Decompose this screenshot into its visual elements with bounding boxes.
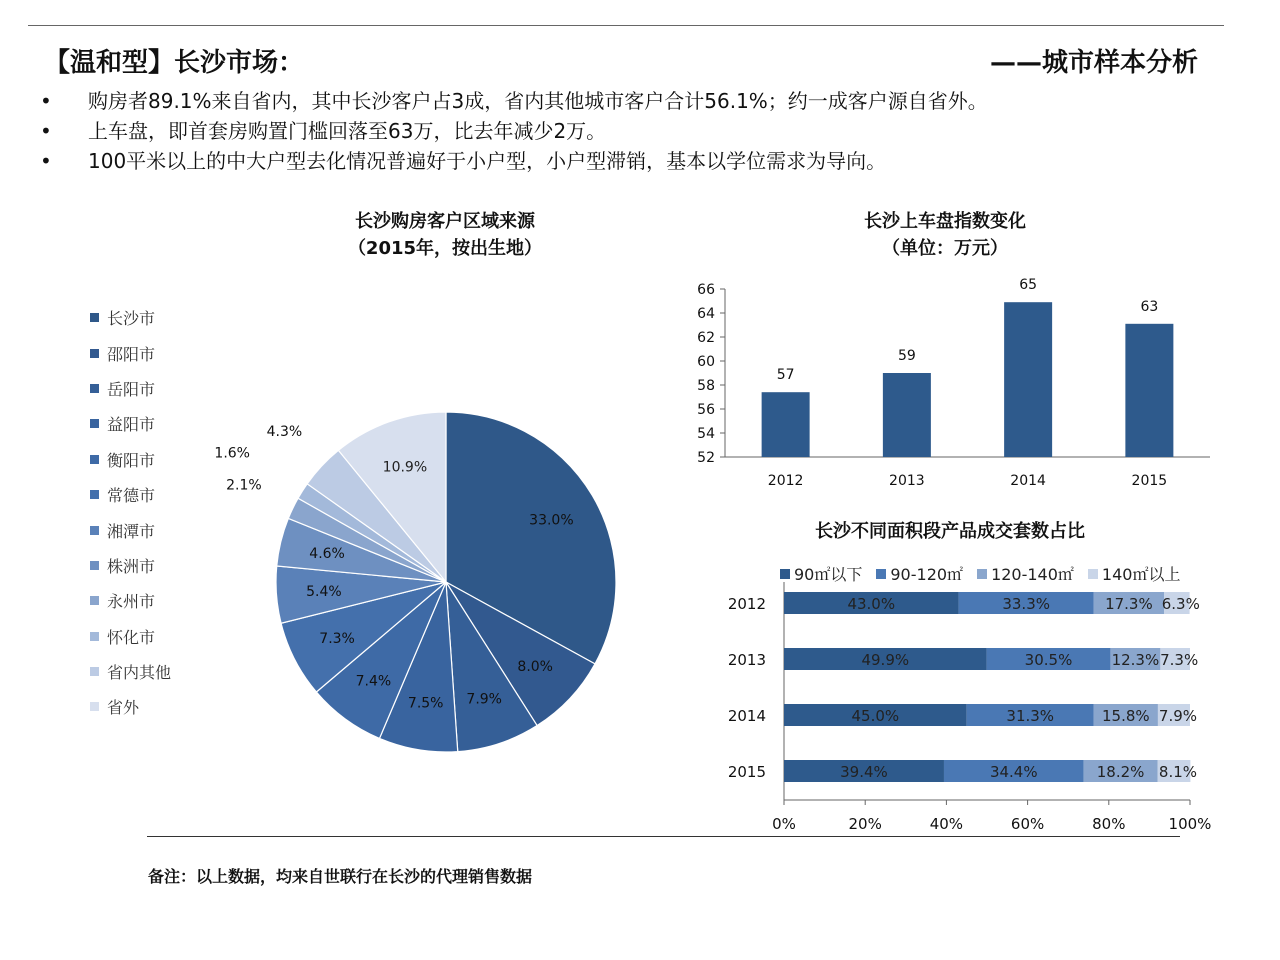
legend-swatch: [780, 569, 790, 579]
pie-slice-label: 1.6%: [214, 445, 250, 462]
legend-label: 衡阳市: [107, 450, 156, 470]
pie-slice-label: 4.3%: [266, 424, 303, 441]
legend-swatch: [90, 419, 99, 428]
pie-title: 长沙购房客户区域来源: [355, 211, 535, 232]
bullet-item: • 购房者89.1%来自省内，其中长沙客户占3成，省内其他城市客户合计56.1%；约一成客户源自省外。: [40, 86, 988, 116]
pie-slice-label: 7.4%: [355, 673, 392, 690]
legend-swatch: [90, 349, 99, 358]
pie-legend-item: [90, 300, 171, 335]
pie-slice-label: 7.5%: [407, 695, 444, 712]
pie-slice-label: 2.1%: [226, 477, 262, 494]
footnote: 备注：以上数据，均来自世联行在长沙的代理销售数据: [148, 867, 533, 886]
y-tick-label: 2015: [727, 763, 766, 781]
top-rule: [28, 25, 1224, 26]
legend-label: 邵阳市: [107, 344, 156, 364]
pie-legend-item: [90, 689, 171, 724]
x-tick-label: 100%: [1168, 815, 1212, 833]
legend-swatch: [90, 561, 99, 570]
y-tick-label: 62: [697, 330, 715, 346]
stacked-title: 长沙不同面积段产品成交套数占比: [815, 521, 1085, 542]
y-tick-label: 58: [697, 378, 715, 394]
y-tick-label: 64: [697, 306, 715, 322]
column-bar: [883, 373, 931, 457]
legend-swatch: [90, 702, 99, 711]
legend-swatch: [876, 569, 886, 579]
stacked-bar-label: 30.5%: [1024, 651, 1073, 669]
column-bar: [1125, 324, 1173, 457]
stacked-bar-label: 15.8%: [1102, 707, 1150, 725]
pie-legend-item: [90, 583, 171, 618]
stacked-bar-label: 8.1%: [1158, 763, 1198, 781]
pie-legend-item: [90, 477, 171, 512]
legend-swatch: [1088, 569, 1098, 579]
stacked-bar-label: 12.3%: [1111, 651, 1160, 669]
column-value-label: 59: [897, 348, 916, 364]
stacked-bar-label: 43.0%: [847, 595, 896, 613]
stacked-bar-label: 6.3%: [1161, 595, 1200, 613]
column-subtitle: （单位：万元）: [882, 238, 1008, 259]
stacked-bar-label: 49.9%: [861, 651, 910, 669]
pie-slice-label: 33.0%: [529, 512, 574, 529]
stacked-bar-label: 31.3%: [1006, 707, 1055, 725]
legend-label: 岳阳市: [107, 379, 156, 399]
pie-slice-label: 8.0%: [517, 658, 553, 675]
stacked-bar-label: 18.2%: [1096, 763, 1145, 781]
legend-swatch: [90, 526, 99, 535]
stacked-bar-label: 7.9%: [1158, 707, 1198, 725]
pie-legend-item: [90, 335, 171, 370]
stacked-bar-label: 17.3%: [1105, 595, 1153, 613]
legend-swatch: [90, 667, 99, 676]
bullet-item: • 上车盘，即首套房购置门槛回落至63万，比去年减少2万。: [40, 116, 988, 146]
pie-chart: [200, 380, 640, 780]
column-chart: [680, 270, 1240, 500]
legend-label: 120-140㎡: [991, 565, 1074, 584]
legend-label: 90-120㎡: [890, 565, 964, 584]
page-subtitle: ——城市样本分析: [989, 48, 1198, 78]
column-value-label: 63: [1140, 298, 1159, 315]
y-tick-label: 56: [697, 402, 715, 418]
x-tick-label: 2013: [889, 473, 925, 489]
x-tick-label: 2014: [1010, 473, 1046, 489]
pie-slice-label: 10.9%: [382, 459, 428, 476]
pie-slice-label: 7.9%: [466, 691, 502, 708]
pie-legend-item: [90, 654, 171, 689]
column-chart-title: [780, 208, 1110, 262]
pie-slice-label: 4.6%: [309, 546, 345, 563]
column-bar: [1004, 302, 1052, 457]
legend-label: 湘潭市: [107, 521, 156, 541]
pie-legend-item: [90, 371, 171, 406]
stacked-chart-title: [740, 518, 1160, 545]
y-tick-label: 2012: [727, 595, 766, 613]
column-value-label: 57: [776, 367, 795, 384]
y-tick-label: 52: [697, 450, 715, 466]
pie-legend-item: [90, 442, 171, 477]
pie-slice-label: 5.4%: [306, 584, 342, 601]
y-tick-label: 2014: [727, 707, 766, 725]
legend-swatch: [90, 490, 99, 499]
bullet-list: [40, 86, 988, 176]
y-tick-label: 2013: [727, 651, 766, 669]
legend-label: 90㎡以下: [794, 565, 863, 584]
y-tick-label: 60: [697, 354, 715, 370]
legend-label: 益阳市: [107, 415, 156, 435]
stacked-bar-chart: [700, 580, 1240, 840]
column-value-label: 65: [1019, 277, 1038, 294]
legend-swatch: [90, 384, 99, 393]
legend-label: 长沙市: [107, 309, 156, 329]
bottom-rule: [147, 836, 1180, 837]
legend-swatch: [977, 569, 987, 579]
x-tick-label: 40%: [929, 815, 964, 833]
x-tick-label: 20%: [848, 815, 882, 833]
page-title: 【温和型】长沙市场：: [44, 48, 305, 78]
legend-swatch: [90, 632, 99, 641]
legend-label: 株洲市: [107, 556, 156, 576]
x-tick-label: 2015: [1131, 473, 1168, 489]
stacked-bar-label: 33.3%: [1002, 595, 1051, 613]
pie-subtitle: （2015年，按出生地）: [347, 238, 543, 259]
legend-label: 140㎡以上: [1101, 565, 1181, 584]
stacked-bar-label: 39.4%: [840, 763, 888, 781]
stacked-bar-label: 34.4%: [989, 763, 1038, 781]
stacked-bar-label: 45.0%: [851, 707, 900, 725]
pie-legend-item: [90, 619, 171, 654]
pie-slice-label: 7.3%: [319, 630, 355, 647]
stacked-bar-label: 7.3%: [1160, 651, 1199, 669]
legend-swatch: [90, 596, 99, 605]
x-tick-label: 80%: [1092, 815, 1126, 833]
legend-label: 永州市: [107, 592, 156, 612]
x-tick-label: 60%: [1010, 815, 1045, 833]
y-tick-label: 54: [697, 426, 715, 442]
legend-label: 省外: [107, 698, 140, 718]
legend-swatch: [90, 455, 99, 464]
y-tick-label: 66: [697, 282, 715, 298]
pie-legend-item: [90, 406, 171, 441]
pie-chart-title: [160, 208, 730, 262]
bullet-item: • 100平米以上的中大户型去化情况普遍好于小户型，小户型滞销，基本以学位需求为导向。: [40, 146, 988, 176]
legend-swatch: [90, 313, 99, 322]
column-title: 长沙上车盘指数变化: [864, 211, 1026, 232]
legend-label: 怀化市: [107, 627, 156, 647]
pie-legend: [90, 300, 171, 725]
legend-label: 省内其他: [107, 663, 172, 683]
x-tick-label: 0%: [772, 815, 796, 833]
pie-legend-item: [90, 548, 171, 583]
legend-label: 常德市: [107, 486, 156, 506]
x-tick-label: 2012: [767, 473, 804, 489]
pie-legend-item: [90, 512, 171, 547]
column-bar: [762, 392, 810, 457]
